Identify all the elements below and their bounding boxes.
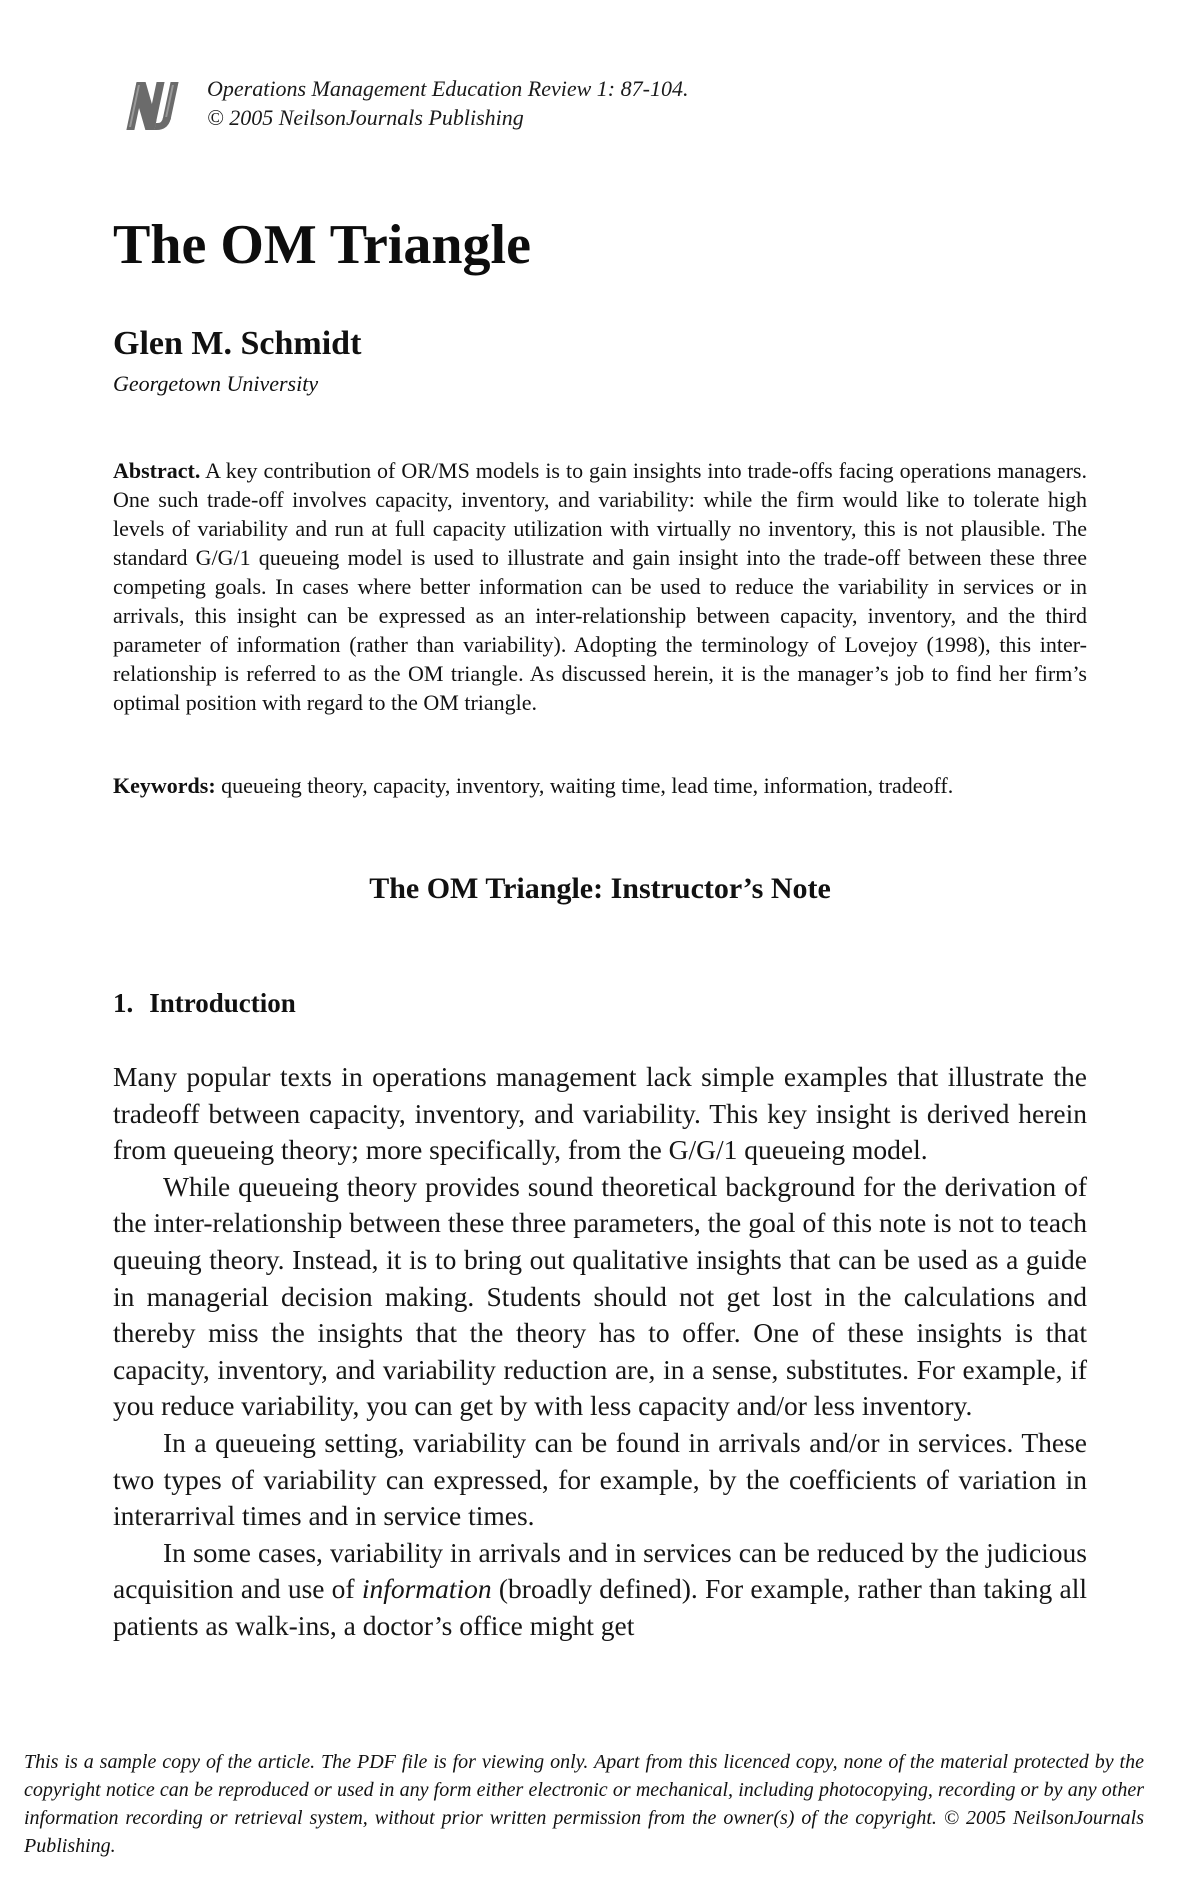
keywords-text: queueing theory, capacity, inventory, waiting time, lead time, information, tradeoff. <box>221 773 954 798</box>
abstract-text: A key contribution of OR/MS models is to gain insights into trade-offs facing operations managers. One such trade-off involves capacity, inventory, and variability: while the firm would like to tolerate high levels of variability and run at full capacity utilization with virtually no inventory, this is not plausible. The standard G/G/1 queueing model is used to illustrate and gain insight into the trade-off between these three competing goals. In cases where better information can be used to reduce the variability in services or in arrivals, this insight can be expressed as an inter-relationship between capacity, inventory, and the third parameter of information (rather than variability). Adopting the terminology of Lovejoy (1998), this inter-relationship is referred to as the OM triangle. As discussed herein, it is the manager’s job to find her firm’s optimal position with regard to the OM triangle. <box>113 458 1087 715</box>
body-text <box>113 1059 1087 1645</box>
paragraph-4-end: (broadly defined). For example, rather than taking all patients as walk-ins, a doctor’s office might get <box>113 1573 1087 1641</box>
paragraph-4-start: In some cases, variability in arrivals and in services can be reduced by the judicious acquisition and use of <box>113 1536 1087 1605</box>
keywords <box>113 771 1087 800</box>
section-title: Introduction <box>149 988 296 1018</box>
journal-line: Operations Management Education Review 1: 87-104. <box>207 76 689 101</box>
note-title: The OM Triangle: Instructor’s Note <box>369 872 831 905</box>
section-number: 1. <box>113 988 134 1018</box>
author-affiliation: Georgetown University <box>113 371 319 396</box>
keywords-label: Keywords: <box>113 773 216 798</box>
abstract <box>113 456 1087 717</box>
copyright-line: © 2005 NeilsonJournals Publishing <box>207 105 524 130</box>
paragraph-3: In a queueing setting, variability can be found in arrivals and/or in services. These two types of variability can expressed, for example, by the coefficients of variation in interarrival times and in service times. <box>113 1426 1087 1532</box>
journal-header <box>125 74 688 132</box>
paragraph-4 <box>113 1535 1087 1645</box>
paragraph-1: Many popular texts in operations management lack simple examples that illustrate the tradeoff between capacity, inventory, and variability. This key insight is derived herein from queueing theory; more specifically, from the G/G/1 queueing model. <box>113 1061 1087 1166</box>
section-heading <box>113 986 296 1020</box>
journal-citation <box>207 74 688 132</box>
abstract-label: Abstract. <box>113 458 201 483</box>
article-title: The OM Triangle <box>113 214 531 276</box>
author-name: Glen M. Schmidt <box>113 325 362 362</box>
paragraph-4-emphasis: information <box>361 1573 492 1605</box>
publisher-logo <box>125 80 187 132</box>
paragraph-2: While queueing theory provides sound theoretical background for the derivation of the inter-relationship between these three parameters, the goal of this note is not to teach queuing theory. Instead, it is to bring out qualitative insights that can be used as a guide in managerial decision making. Students should not get lost in the calculations and thereby miss the insights that the theory has to offer. One of these insights is that capacity, inventory, and variability reduction are, in a sense, substitutes. For example, if you reduce variability, you can get by with less capacity and/or less inventory. <box>113 1170 1087 1422</box>
copyright-notice: This is a sample copy of the article. The PDF file is for viewing only. Apart from this licenced copy, none of the material protected by the copyright notice can be reproduced or used in any form either electronic or mechanical, including photocopying, recording or by any other information recording or retrieval system, without prior written permission from the owner(s) of the copyright. © 2005 NeilsonJournals Publishing. <box>24 1751 1144 1857</box>
